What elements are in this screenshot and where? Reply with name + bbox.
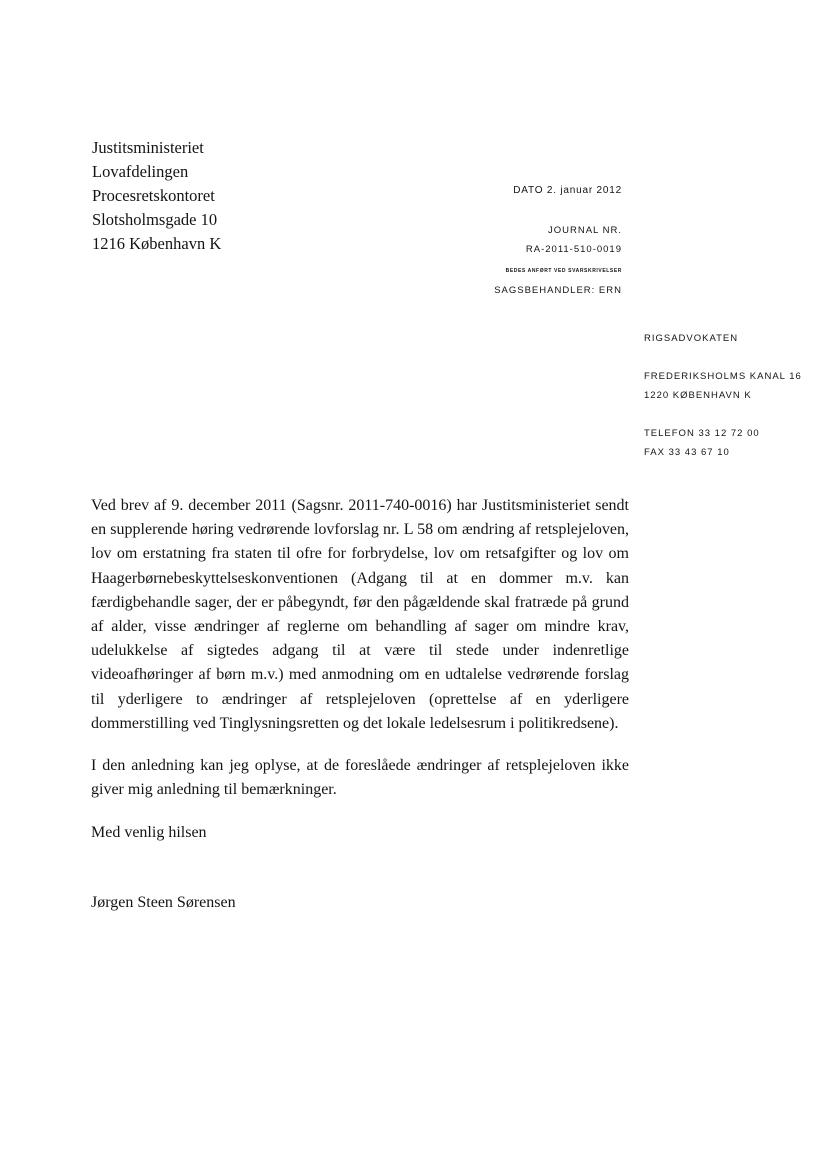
recipient-line-city: 1216 København K [92, 234, 222, 253]
reference-note: BEDES ANFØRT VED SVARSKRIVELSER [505, 268, 622, 274]
sender-name: RIGSADVOKATEN [644, 333, 739, 344]
body-paragraph-1: Ved brev af 9. december 2011 (Sagsnr. 2011-740-0016) har Justitsministeriet sendt en supplerende høring vedrørende lovforslag nr. L 58 om ændring af retsplejeloven, lov om erstatning fra staten til ofre for forbrydelse, lov om retsafgifter og lov om Haagerbørnebeskyttelseskonventionen (Adgang til at en dommer m.v. kan færdigbehandle sager, der er påbegyndt, før den pågældende skal fratræde på grund af alder, visse ændringer af reglerne om behandling af sager om mindre krav, udelukkelse af sigtedes adgang til at være til stede under indenretlige videoafhøringer af børn m.v.) med anmodning om en udtalelse vedrørende forslag til yderligere to ændringer af retsplejeloven (oprettelse af en yderligere dommerstilling ved Tinglysningsretten og det lokale ledelsesrum i politikredsene). [91, 497, 629, 732]
recipient-line-street: Slotsholmsgade 10 [92, 210, 218, 229]
sender-street: FREDERIKSHOLMS KANAL 16 [644, 371, 802, 382]
letter-body [91, 494, 629, 802]
closing-salutation: Med venlig hilsen [91, 824, 207, 841]
sender-city: 1220 KØBENHAVN K [644, 390, 752, 401]
sender-block [644, 333, 802, 466]
sender-phone: TELEFON 33 12 72 00 [644, 428, 760, 439]
recipient-line-department: Lovafdelingen [92, 162, 189, 181]
letter-date: DATO 2. januar 2012 [513, 185, 622, 196]
journal-label: JOURNAL NR. [548, 225, 622, 236]
signature-name: Jørgen Steen Sørensen [91, 894, 236, 911]
case-handler: SAGSBEHANDLER: ERN [494, 285, 622, 296]
sender-fax: FAX 33 43 67 10 [644, 447, 730, 458]
recipient-line-ministry: Justitsministeriet [92, 138, 204, 157]
journal-number: RA-2011-510-0019 [525, 244, 622, 255]
recipient-address [92, 136, 221, 256]
body-paragraph-2: I den anledning kan jeg oplyse, at de foreslåede ændringer af retsplejeloven ikke giver mig anledning til bemærkninger. [91, 757, 629, 799]
recipient-line-office: Procesretskontoret [92, 186, 215, 205]
